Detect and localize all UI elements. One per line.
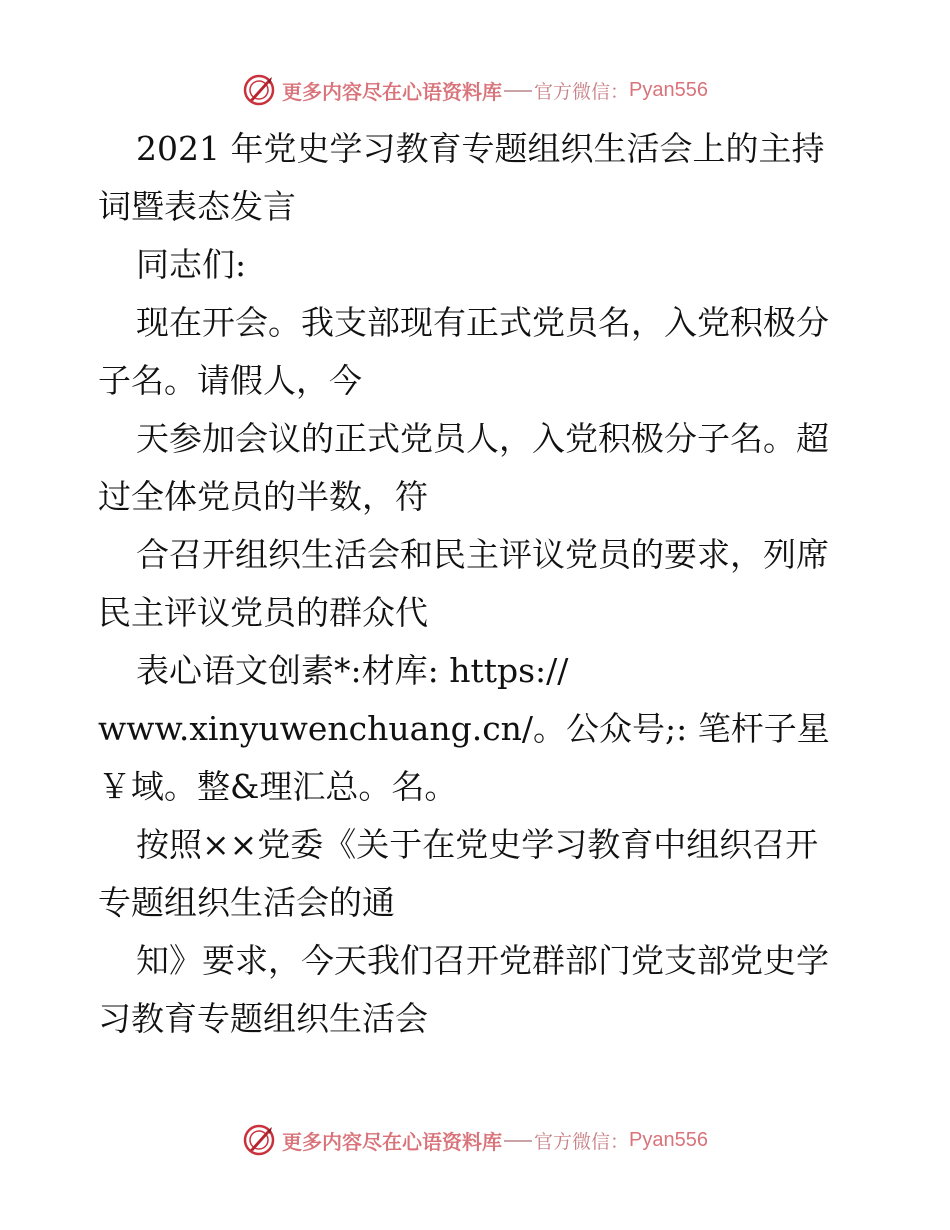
brand-text: 更多内容尽在心语资料库 — [282, 79, 502, 104]
body-line: 表心语文创素*:材库: https:// — [136, 651, 569, 690]
wechat-id: Pyan556 — [629, 1128, 708, 1151]
document-body — [98, 120, 858, 1048]
divider-dash — [504, 1140, 532, 1142]
wechat-id: Pyan556 — [629, 78, 708, 101]
body-line: 专题组织生活会的通 — [98, 883, 395, 922]
body-line: 子名。请假人，今 — [98, 361, 362, 400]
title-line-1: 2021 年党史学习教育专题组织生活会上的主持 — [136, 129, 825, 168]
body-line: www.xinyuwenchuang.cn/。公众号;: 笔杆子星 — [98, 709, 830, 748]
body-line: 现在开会。我支部现有正式党员名，入党积极分 — [136, 303, 829, 342]
title-line-2: 词暨表态发言 — [98, 187, 296, 226]
quill-circle-icon — [242, 1123, 276, 1157]
body-line: 习教育专题组织生活会 — [98, 999, 428, 1038]
footer-banner — [0, 1120, 950, 1160]
wechat-label: 官方微信： — [534, 1130, 630, 1153]
body-line: 知》要求，今天我们召开党群部门党支部党史学 — [136, 941, 829, 980]
wechat-label: 官方微信： — [534, 80, 630, 103]
divider-dash — [504, 90, 532, 92]
body-line: 天参加会议的正式党员人，入党积极分子名。超 — [136, 419, 829, 458]
body-line: 过全体党员的半数，符 — [98, 477, 428, 516]
salutation: 同志们: — [136, 245, 247, 284]
header-banner — [0, 70, 950, 110]
body-line: ￥域。整&理汇总。名。 — [98, 767, 458, 806]
quill-circle-icon — [242, 73, 276, 107]
body-line: 民主评议党员的群众代 — [98, 593, 428, 632]
brand-text: 更多内容尽在心语资料库 — [282, 1129, 502, 1154]
body-line: 合召开组织生活会和民主评议党员的要求，列席 — [136, 535, 829, 574]
body-line: 按照××党委《关于在党史学习教育中组织召开 — [136, 825, 819, 864]
